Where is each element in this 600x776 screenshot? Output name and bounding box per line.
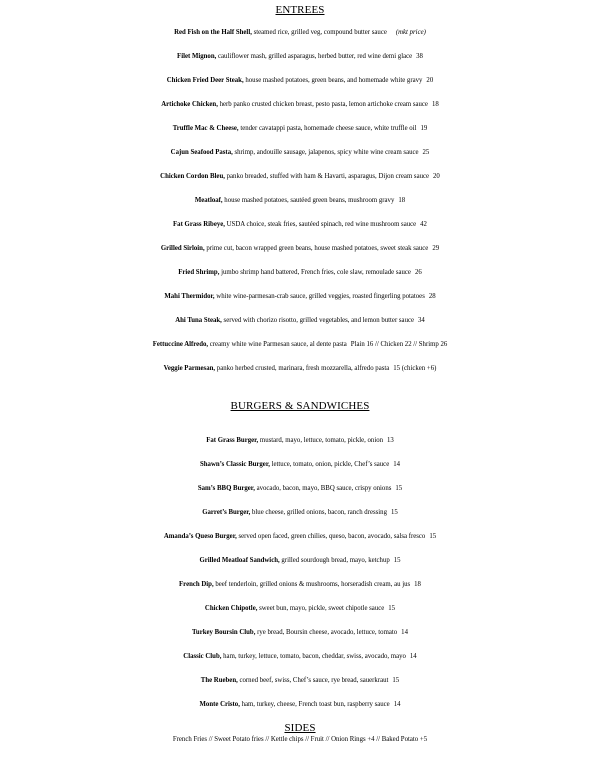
item-name: Veggie Parmesan, xyxy=(163,365,216,372)
menu-item xyxy=(0,338,600,352)
menu-item xyxy=(0,314,600,328)
item-price: 34 xyxy=(418,317,425,324)
item-description: sweet bun, mayo, pickle, sweet chipotle sauce xyxy=(257,605,385,612)
item-price: 25 xyxy=(422,149,430,156)
item-name: Chicken Chipotle, xyxy=(204,605,258,612)
menu-item xyxy=(0,218,600,232)
item-name: Ahi Tuna Steak, xyxy=(175,317,222,324)
item-description: beef tenderloin, grilled onions & mushrooms, horseradish cream, au jus xyxy=(213,581,411,588)
item-price: 28 xyxy=(428,293,436,300)
item-name: Amanda’s Queso Burger, xyxy=(163,533,237,540)
item-name: Cajun Seafood Pasta, xyxy=(170,149,233,156)
item-name: Garret’s Burger, xyxy=(202,509,251,516)
item-name: Mahi Thermidor, xyxy=(164,293,215,300)
item-price: 15 xyxy=(392,677,400,684)
item-description: mustard, mayo, lettuce, tomato, pickle, onion xyxy=(258,437,384,444)
item-description: jumbo shrimp hand battered, French fries, cole slaw, remoulade sauce xyxy=(219,269,411,276)
item-price: Plain 16 // Chicken 22 // Shrimp 26 xyxy=(350,341,448,348)
menu-item xyxy=(0,458,600,472)
item-name: The Rueben, xyxy=(200,677,238,684)
item-description: served open faced, green chilies, queso, bacon, avocado, salsa fresco xyxy=(236,533,426,540)
item-description: rye bread, Boursin cheese, avocado, lettuce, tomato xyxy=(255,629,398,636)
item-description: panko herbed crusted, marinara, fresh mozzarella, alfredo pasta xyxy=(215,365,390,372)
item-price: 18 xyxy=(431,101,439,108)
menu-item xyxy=(0,362,600,376)
item-name: Turkey Boursin Club, xyxy=(192,629,256,636)
item-description: USDA choice, steak fries, sautéed spinach, red wine mushroom sauce xyxy=(224,221,417,228)
item-description: white wine-parmesan-crab sauce, grilled veggies, roasted fingerling potatoes xyxy=(214,293,425,300)
item-description: ham, turkey, cheese, French toast bun, raspberry sauce xyxy=(239,701,390,708)
item-description: creamy white wine Parmesan sauce, al dente pasta xyxy=(208,341,347,348)
menu-item xyxy=(0,194,600,208)
item-price: 15 xyxy=(429,533,437,540)
menu-item xyxy=(0,554,600,568)
menu-item xyxy=(0,170,600,184)
item-name: Monte Cristo, xyxy=(199,701,240,708)
item-name: Chicken Cordon Bleu, xyxy=(160,173,225,180)
item-price: 13 xyxy=(387,437,394,444)
item-name: Classic Club, xyxy=(183,653,222,660)
burgers-heading: BURGERS & SANDWICHES xyxy=(230,400,370,412)
item-price: 20 xyxy=(433,173,440,180)
item-name: Filet Mignon, xyxy=(177,53,217,60)
entrees-heading: ENTREES xyxy=(275,4,325,16)
item-description: prime cut, bacon wrapped green beans, house mashed potatoes, sweet steak sauce xyxy=(204,245,429,252)
menu-item xyxy=(0,698,600,712)
item-price: 29 xyxy=(432,245,440,252)
item-price: 14 xyxy=(393,461,401,468)
menu-item xyxy=(0,578,600,592)
menu-item xyxy=(0,266,600,280)
item-name: Fat Grass Ribeye, xyxy=(173,221,225,228)
menu-item xyxy=(0,434,600,448)
menu-item xyxy=(0,626,600,640)
item-name: French Dip, xyxy=(179,581,214,588)
item-description: panko breaded, stuffed with ham & Havarti, asparagus, Dijon cream sauce xyxy=(224,173,430,180)
menu-item xyxy=(0,242,600,256)
item-name: Fried Shrimp, xyxy=(178,269,220,276)
item-description: herb panko crusted chicken breast, pesto pasta, lemon artichoke cream sauce xyxy=(217,101,428,108)
item-description: cauliflower mash, grilled asparagus, herbed butter, red wine demi glace xyxy=(216,53,413,60)
item-description: served with chorizo risotto, grilled vegetables, and lemon butter sauce xyxy=(221,317,415,324)
item-price: 15 xyxy=(395,485,403,492)
item-price: 20 xyxy=(426,77,434,84)
menu-item xyxy=(0,650,600,664)
menu-item xyxy=(0,482,600,496)
item-price: 38 xyxy=(416,53,423,60)
item-price: 15 xyxy=(388,605,396,612)
sides-list: French Fries // Sweet Potato fries // Kettle chips // Fruit // Onion Rings +4 // Baked Potato +5 xyxy=(172,736,428,743)
item-name: Grilled Sirloin, xyxy=(160,245,205,252)
item-name: Truffle Mac & Cheese, xyxy=(172,125,239,132)
item-name: Chicken Fried Deer Steak, xyxy=(166,77,244,84)
menu-item xyxy=(0,98,600,112)
item-name: Fat Grass Burger, xyxy=(206,437,259,444)
menu-item xyxy=(0,146,600,160)
item-description: grilled sourdough bread, mayo, ketchup xyxy=(279,557,390,564)
item-name: Artichoke Chicken, xyxy=(161,101,218,108)
item-description: corned beef, swiss, Chef’s sauce, rye bread, sauerkraut xyxy=(237,677,389,684)
item-name: Shawn’s Classic Burger, xyxy=(199,461,270,468)
item-name: Fettuccine Alfredo, xyxy=(152,341,209,348)
item-name: Grilled Meatloaf Sandwich, xyxy=(199,557,280,564)
item-description: house mashed potatoes, green beans, and homemade white gravy xyxy=(243,77,423,84)
item-price: 42 xyxy=(420,221,427,228)
item-price: 14 xyxy=(393,701,401,708)
menu-item xyxy=(0,674,600,688)
item-price: 18 xyxy=(414,581,421,588)
item-description: house mashed potatoes, sautéed green beans, mushroom gravy xyxy=(222,197,395,204)
item-price: 19 xyxy=(420,125,428,132)
item-price: 14 xyxy=(401,629,408,636)
menu-item xyxy=(0,50,600,64)
item-description: blue cheese, grilled onions, bacon, ranch dressing xyxy=(250,509,387,516)
item-price: 14 xyxy=(409,653,417,660)
item-description: lettuce, tomato, onion, pickle, Chef’s sauce xyxy=(269,461,390,468)
item-price: (mkt price) xyxy=(395,29,426,36)
menu-item xyxy=(0,74,600,88)
item-name: Meatloaf, xyxy=(194,197,223,204)
item-description: steamed rice, grilled veg, compound butter sauce xyxy=(251,29,387,36)
menu-item xyxy=(0,290,600,304)
item-name: Red Fish on the Half Shell, xyxy=(174,29,252,36)
item-description: ham, turkey, lettuce, tomato, bacon, cheddar, swiss, avocado, mayo xyxy=(221,653,406,660)
sides-heading: SIDES xyxy=(284,722,316,734)
menu-item xyxy=(0,530,600,544)
menu-item xyxy=(0,26,600,40)
item-name: Sam’s BBQ Burger, xyxy=(197,485,255,492)
item-description: shrimp, andouille sausage, jalapenos, spicy white wine cream sauce xyxy=(232,149,419,156)
item-description: avocado, bacon, mayo, BBQ sauce, crispy onions xyxy=(254,485,392,492)
item-price: 15 xyxy=(390,509,398,516)
item-price: 15 (chicken +6) xyxy=(393,365,437,372)
item-description: tender cavatappi pasta, homemade cheese sauce, white truffle oil xyxy=(238,125,417,132)
item-price: 15 xyxy=(393,557,401,564)
item-price: 26 xyxy=(414,269,422,276)
menu-item xyxy=(0,602,600,616)
item-price: 18 xyxy=(398,197,406,204)
menu-item xyxy=(0,122,600,136)
menu-item xyxy=(0,506,600,520)
